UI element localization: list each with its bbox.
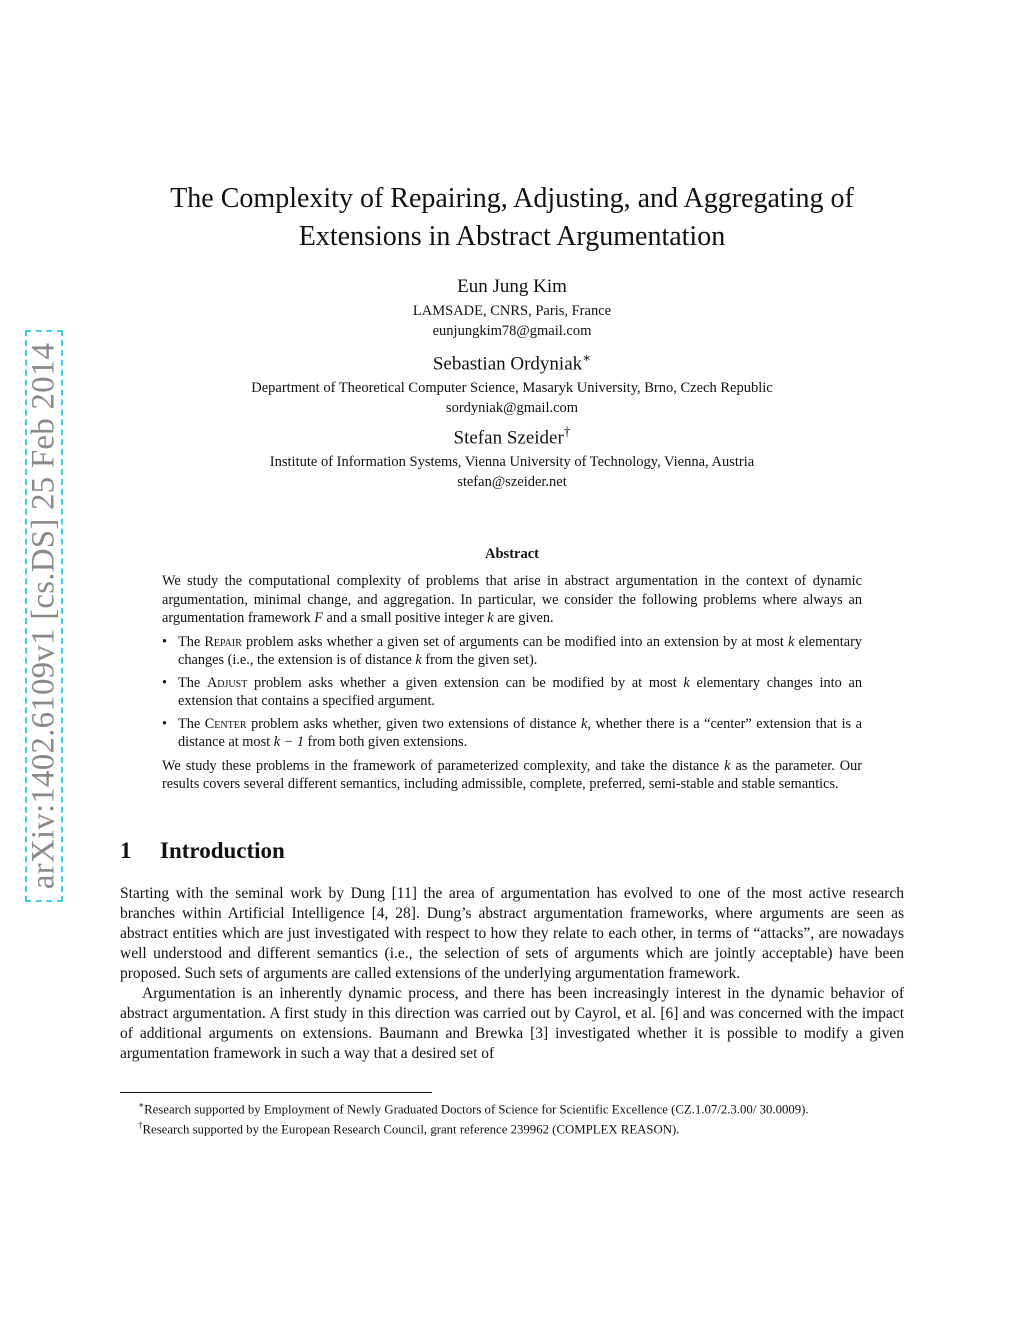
problem-list [162,633,862,752]
section-title: Introduction [160,838,285,863]
author-name: Eun Jung Kim [457,276,567,297]
footnote: †Research supported by the European Research Council, grant reference 239962 (COMPLEX REASON). [138,1120,680,1137]
author-name: Stefan Szeider† [453,424,571,449]
paragraph: Starting with the seminal work by Dung [11] the area of argumentation has evolved to one of the most active research branches within Artificial Intelligence [4, 28]. Dung’s abstract argumentation frameworks, where arguments are seen as abstract entities which are just investigated with respect to how they relate to each other, in terms of “attacks”, are nowadays well understood and different semantics (i.e., the selection of sets of arguments which are jointly acceptable) have been proposed. Such sets of arguments are called extensions of the underlying argumentation framework. [120,885,904,982]
author-block-1 [140,276,884,341]
footnotes [120,1097,904,1138]
author-name: Sebastian Ordyniak∗ [432,350,592,375]
author-email: stefan@szeider.net [457,474,567,491]
author-footnote-mark: ∗ [582,350,592,365]
author-block-3 [140,424,884,492]
author-affiliation: Institute of Information Systems, Vienna University of Technology, Vienna, Austria [269,454,755,471]
section-heading [120,838,285,864]
section-number: 1 [120,838,132,863]
arxiv-side-stamp [25,330,63,902]
author-footnote-mark: † [563,424,571,439]
author-block-2 [100,350,924,418]
introduction-body [120,884,904,1064]
abstract-body [162,572,862,794]
arxiv-identifier: arXiv:1402.6109v1 [cs.DS] 25 Feb 2014 [25,342,62,890]
abstract-intro: We study the computational complexity of problems that arise in abstract argumentation in the context of dynamic argumentation, minimal change, and aggregation. In particular, we consider the following problems where always an argumentation framework F and a small positive integer k are given. [162,573,862,626]
title-line-1: The Complexity of Repairing, Adjusting, and Aggregating of [170,183,854,214]
author-affiliation: Department of Theoretical Computer Science, Masaryk University, Brno, Czech Republic [251,380,773,397]
footnote-divider [120,1092,432,1093]
author-affiliation: LAMSADE, CNRS, Paris, France [412,303,612,319]
paper-title [140,180,884,256]
author-email: eunjungkim78@gmail.com [432,323,592,339]
list-item: • The Repair problem asks whether a given set of arguments can be modified into an extension by at most k elementary changes (i.e., the extension is of distance k from the given set). [162,633,862,668]
footnote: ∗Research supported by Employment of Newly Graduated Doctors of Science for Scientific Excellence (CZ.1.07/2.3.00/ 30.0009). [138,1100,809,1117]
abstract-closing: We study these problems in the framework of parameterized complexity, and take the distance k as the parameter. Our results covers several different semantics, including admissible, complete, preferred, semi-stable and stable semantics. [162,757,862,792]
abstract-heading: Abstract [485,546,539,562]
title-line-2: Extensions in Abstract Argumentation [298,221,726,252]
list-item: • The Center problem asks whether, given two extensions of distance k, whether there is a “center” extension that is a distance at most k − 1 from both given extensions. [162,715,862,750]
author-email: sordyniak@gmail.com [445,400,579,417]
paragraph: Argumentation is an inherently dynamic process, and there has been increasingly interest in the dynamic behavior of abstract argumentation. A first study in this direction was carried out by Cayrol, et al. [6] and was concerned with the impact of additional arguments on extensions. Baumann and Brewka [3] investigated whether it is possible to modify a given argumentation framework in such a way that a desired set of [120,985,904,1062]
list-item: • The Adjust problem asks whether a given extension can be modified by at most k elementary changes into an extension that contains a specified argument. [162,674,862,709]
